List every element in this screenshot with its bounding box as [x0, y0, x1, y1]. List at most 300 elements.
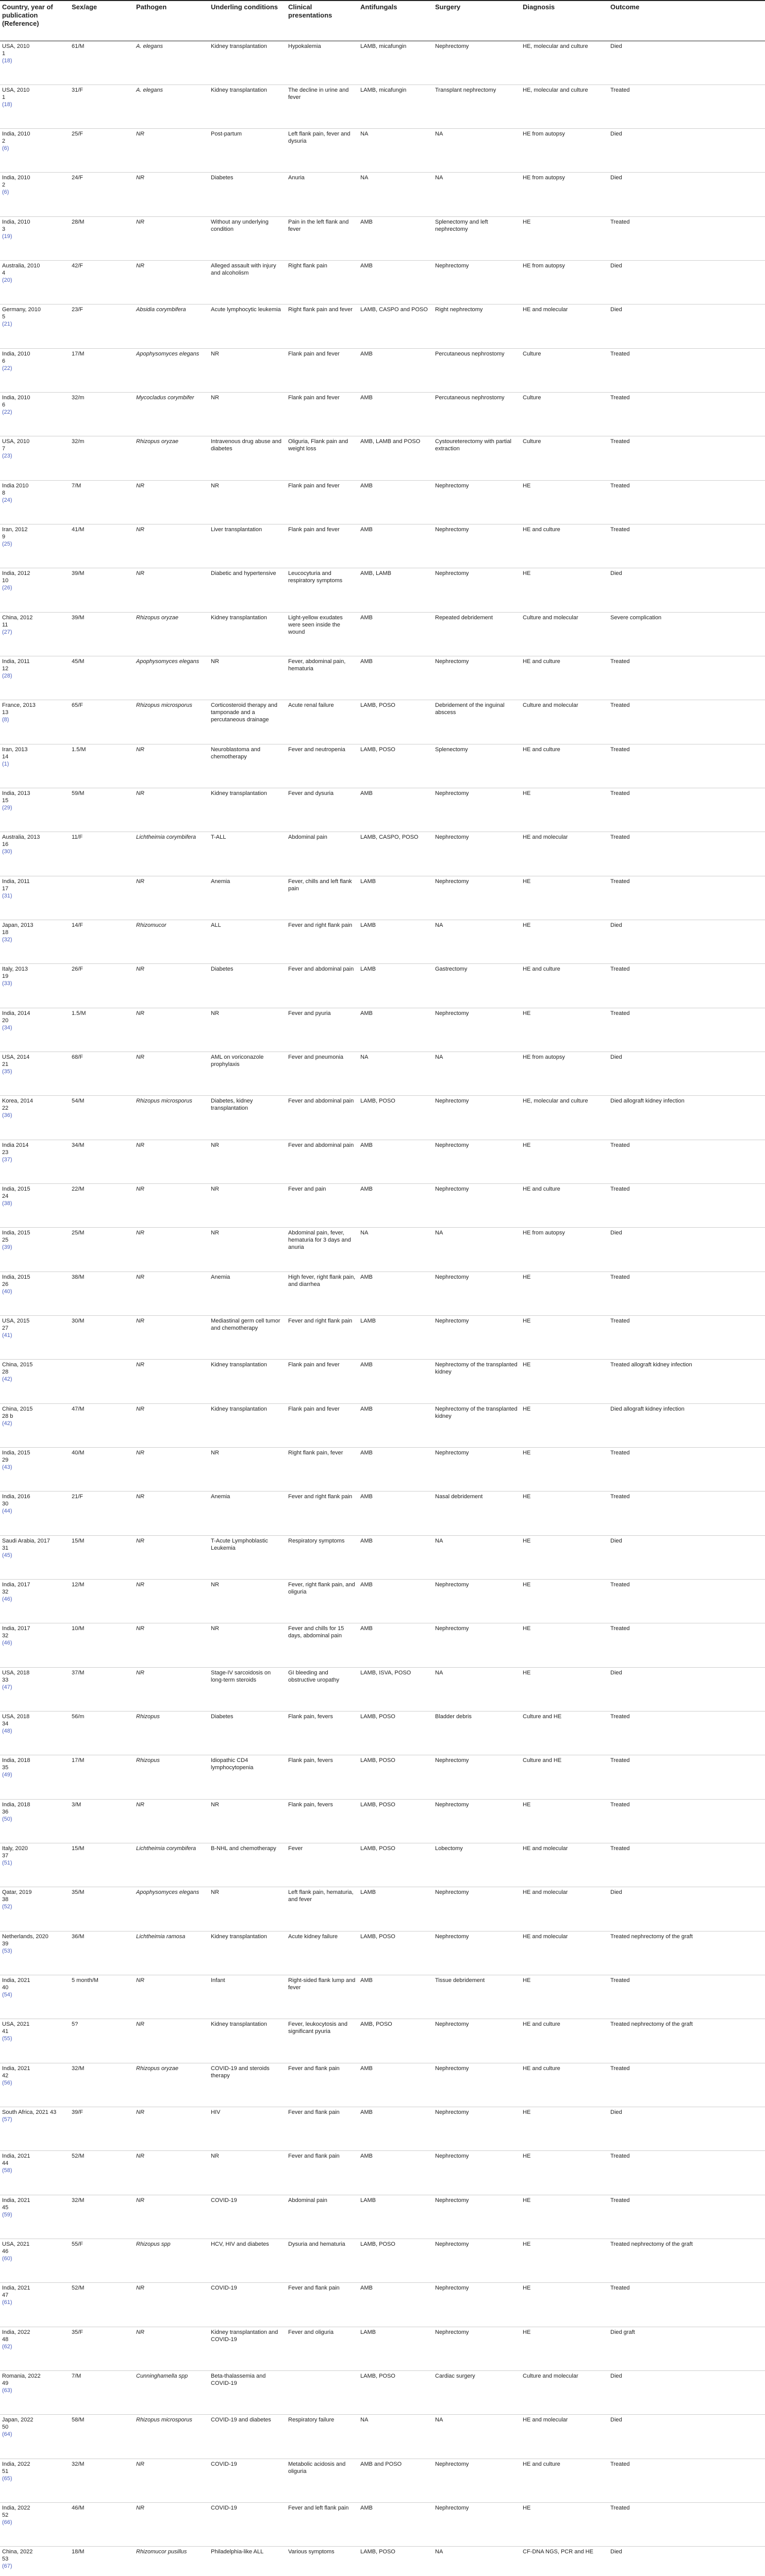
cell-clinical: Fever and abdominal pain — [286, 1140, 358, 1183]
cell-country — [0, 1975, 70, 2019]
cell-clinical: Fever and right flank pain — [286, 1316, 358, 1360]
reference-link[interactable]: (52) — [2, 1904, 12, 1910]
cell-clinical: Leucocyturia and respiratory symptoms — [286, 568, 358, 612]
cell-pathogen: NR — [134, 2195, 209, 2239]
cell-sex-age: 58/M — [70, 2415, 134, 2459]
cell-sex-age: 15/M — [70, 1843, 134, 1887]
cell-clinical: Pain in the left flank and fever — [286, 216, 358, 260]
cell-sex-age: 32/M — [70, 2459, 134, 2502]
cell-surgery: Nephrectomy — [433, 2327, 521, 2370]
case-number: 17 — [2, 885, 9, 892]
cell-sex-age: 25/M — [70, 1228, 134, 1272]
cell-pathogen: Cunninghamella spp — [134, 2370, 209, 2414]
cell-pathogen: NR — [134, 1228, 209, 1272]
cell-outcome: Treated — [608, 1316, 765, 1360]
cell-clinical: Light-yellow exudates were seen inside the wound — [286, 612, 358, 656]
country-year: France, 2013 — [2, 702, 36, 709]
reference-link[interactable]: (25) — [2, 541, 12, 548]
cell-sex-age: 61/M — [70, 41, 134, 84]
cell-diagnosis: HE — [521, 1975, 608, 2019]
cell-outcome: Died — [608, 304, 765, 348]
cell-antifungals: LAMB, POSO — [358, 744, 433, 788]
reference-link[interactable]: (56) — [2, 2079, 12, 2086]
cell-antifungals: AMB — [358, 1623, 433, 1667]
cell-sex-age: 42/F — [70, 261, 134, 304]
country-year: Qatar, 2019 — [2, 1889, 32, 1896]
cell-surgery: NA — [433, 920, 521, 964]
case-number: 28 b — [2, 1413, 13, 1419]
reference-link[interactable]: (39) — [2, 1244, 12, 1251]
cell-sex-age: 52/M — [70, 2283, 134, 2327]
country-year: China, 2015 — [2, 1362, 33, 1368]
country-year: India, 2015 — [2, 1186, 30, 1193]
cell-sex-age: 30/M — [70, 1316, 134, 1360]
cell-pathogen: NR — [134, 1052, 209, 1096]
case-number: 8 — [2, 489, 6, 496]
cell-antifungals: AMB — [358, 2151, 433, 2195]
reference-link[interactable]: (62) — [2, 2343, 12, 2350]
country-year: India, 2010 — [2, 395, 30, 401]
country-year: Iran, 2013 — [2, 746, 28, 753]
cell-outcome: Treated — [608, 2151, 765, 2195]
cell-outcome: Treated nephrectomy of the graft — [608, 2239, 765, 2282]
case-number: 10 — [2, 578, 9, 584]
cell-antifungals: AMB — [358, 1184, 433, 1228]
reference-link[interactable]: (35) — [2, 1069, 12, 1075]
cell-outcome: Treated — [608, 524, 765, 568]
cell-diagnosis: HE and molecular — [521, 304, 608, 348]
country-year: India, 2018 — [2, 1801, 30, 1808]
reference-link[interactable]: (42) — [2, 1420, 12, 1427]
reference-link[interactable]: (37) — [2, 1156, 12, 1163]
reference-link[interactable]: (60) — [2, 2255, 12, 2262]
cell-outcome: Died — [608, 1052, 765, 1096]
reference-link[interactable]: (24) — [2, 497, 12, 503]
cell-outcome: Died allograft kidney infection — [608, 1403, 765, 1447]
cell-surgery: Repeated debridement — [433, 612, 521, 656]
cell-sex-age: 24/F — [70, 173, 134, 216]
cell-conditions: COVID-19 — [209, 2459, 286, 2502]
cell-clinical: Fever, leukocytosis and significant pyuria — [286, 2019, 358, 2063]
cell-outcome: Treated — [608, 700, 765, 744]
reference-link[interactable]: (63) — [2, 2387, 12, 2394]
reference-link[interactable]: (49) — [2, 1772, 12, 1778]
cell-antifungals: AMB — [358, 1535, 433, 1579]
cell-country — [0, 2502, 70, 2546]
cell-surgery: Nephrectomy — [433, 568, 521, 612]
cell-country — [0, 1667, 70, 1711]
cell-clinical: Acute kidney failure — [286, 1931, 358, 1975]
cell-sex-age: 40/M — [70, 1448, 134, 1492]
cell-clinical: Respiratory failure — [286, 2415, 358, 2459]
cell-diagnosis: Culture and molecular — [521, 700, 608, 744]
reference-link[interactable]: (36) — [2, 1112, 12, 1119]
cell-diagnosis: HE — [521, 1360, 608, 1403]
cell-diagnosis: HE, molecular and culture — [521, 41, 608, 84]
reference-link[interactable]: (65) — [2, 2475, 12, 2482]
cell-conditions: Anemia — [209, 876, 286, 920]
cell-outcome: Died — [608, 261, 765, 304]
cell-country — [0, 2195, 70, 2239]
reference-link[interactable]: (19) — [2, 233, 12, 240]
cell-antifungals: AMB — [358, 480, 433, 524]
cell-clinical: Fever — [286, 1843, 358, 1887]
reference-link[interactable]: (27) — [2, 629, 12, 635]
cell-sex-age: 59/M — [70, 788, 134, 832]
cell-antifungals: AMB — [358, 1975, 433, 2019]
table-row — [0, 129, 765, 173]
cell-clinical: Right-sided flank lump and fever — [286, 1975, 358, 2019]
cell-pathogen: NR — [134, 1579, 209, 1623]
cell-diagnosis: HE from autopsy — [521, 129, 608, 173]
country-year: Australia, 2013 — [2, 834, 40, 841]
cell-clinical: Dysuria and hematuria — [286, 2239, 358, 2282]
reference-link[interactable]: (28) — [2, 673, 12, 680]
case-number: 35 — [2, 1765, 9, 1771]
cell-outcome: Died — [608, 568, 765, 612]
cell-country — [0, 700, 70, 744]
reference-link[interactable]: (61) — [2, 2299, 12, 2306]
reference-link[interactable]: (40) — [2, 1288, 12, 1295]
reference-link[interactable]: (46) — [2, 1640, 12, 1647]
reference-link[interactable]: (18) — [2, 101, 12, 108]
case-number: 26 — [2, 1281, 9, 1287]
reference-link[interactable]: (44) — [2, 1508, 12, 1515]
cell-antifungals: AMB, LAMB and POSO — [358, 436, 433, 480]
cell-conditions: Mediastinal germ cell tumor and chemotherapy — [209, 1316, 286, 1360]
cell-surgery: Nasal debridement — [433, 1492, 521, 1535]
reference-link[interactable]: (46) — [2, 1596, 12, 1602]
reference-link[interactable]: (6) — [2, 145, 9, 152]
cell-surgery: Nephrectomy — [433, 788, 521, 832]
case-number: 37 — [2, 1852, 9, 1859]
cell-country — [0, 876, 70, 920]
country-year: China, 2015 — [2, 1405, 33, 1412]
cell-clinical: Flank pain and fever — [286, 1403, 358, 1447]
cell-diagnosis: HE — [521, 480, 608, 524]
reference-link[interactable]: (55) — [2, 2036, 12, 2042]
country-year: India, 2015 — [2, 1230, 30, 1236]
cell-diagnosis: HE and molecular — [521, 832, 608, 876]
cell-outcome: Treated — [608, 480, 765, 524]
cell-pathogen: NR — [134, 524, 209, 568]
country-year: India 2010 — [2, 482, 29, 489]
cell-sex-age: 41/M — [70, 524, 134, 568]
cell-surgery: Nephrectomy of the transplanted kidney — [433, 1403, 521, 1447]
cell-conditions: Kidney transplantation — [209, 612, 286, 656]
cell-outcome: Treated — [608, 788, 765, 832]
header-antifungals: Antifungals — [358, 1, 433, 41]
country-year: South Africa, 2021 43 — [2, 2109, 57, 2115]
reference-link[interactable]: (22) — [2, 365, 12, 371]
cell-conditions: AML on voriconazole prophylaxis — [209, 1052, 286, 1096]
cell-antifungals: AMB, LAMB — [358, 568, 433, 612]
cell-outcome: Treated — [608, 2063, 765, 2107]
reference-link[interactable]: (48) — [2, 1727, 12, 1734]
cell-diagnosis: HE — [521, 1579, 608, 1623]
case-number: 47 — [2, 2292, 9, 2299]
case-number: 40 — [2, 1984, 9, 1991]
country-year: Japan, 2022 — [2, 2417, 34, 2424]
reference-link[interactable]: (34) — [2, 1024, 12, 1031]
cell-conditions: Infant — [209, 1975, 286, 2019]
cell-diagnosis: HE — [521, 216, 608, 260]
country-year: India, 2018 — [2, 1757, 30, 1764]
cell-clinical: Fever and left flank pain — [286, 2502, 358, 2546]
reference-link[interactable]: (30) — [2, 849, 12, 855]
cell-diagnosis: HE — [521, 1140, 608, 1183]
cell-diagnosis: HE and molecular — [521, 1887, 608, 1931]
case-number: 14 — [2, 753, 9, 760]
cell-sex-age: 32/M — [70, 2195, 134, 2239]
case-number: 21 — [2, 1061, 9, 1068]
cell-outcome: Died — [608, 1535, 765, 1579]
cell-sex-age: 39/M — [70, 612, 134, 656]
reference-link[interactable]: (66) — [2, 2519, 12, 2526]
table-row — [0, 84, 765, 128]
reference-link[interactable]: (53) — [2, 1947, 12, 1954]
cell-pathogen: Rhizomucor — [134, 920, 209, 964]
reference-link[interactable]: (58) — [2, 2167, 12, 2174]
cell-sex-age: 65/F — [70, 700, 134, 744]
cell-conditions: Diabetes — [209, 964, 286, 1008]
cell-antifungals: AMB — [358, 2107, 433, 2150]
cell-surgery: Nephrectomy — [433, 1931, 521, 1975]
cell-pathogen: Apophysomyces elegans — [134, 656, 209, 700]
cell-conditions: Kidney transplantation and COVID-19 — [209, 2327, 286, 2370]
cell-pathogen: NR — [134, 1184, 209, 1228]
table-row — [0, 2107, 765, 2150]
cell-pathogen: NR — [134, 2327, 209, 2370]
reference-link[interactable]: (43) — [2, 1464, 12, 1470]
reference-link[interactable]: (6) — [2, 189, 9, 196]
cell-clinical: Flank pain and fever — [286, 480, 358, 524]
cell-outcome: Died — [608, 2415, 765, 2459]
cell-surgery: Nephrectomy — [433, 524, 521, 568]
cell-conditions: T-ALL — [209, 832, 286, 876]
cell-sex-age: 46/M — [70, 2502, 134, 2546]
table-row — [0, 1579, 765, 1623]
reference-link[interactable]: (59) — [2, 2211, 12, 2218]
cell-conditions: Kidney transplantation — [209, 2019, 286, 2063]
cell-clinical: High fever, right flank pain, and diarrhea — [286, 1272, 358, 1315]
cell-conditions: Kidney transplantation — [209, 788, 286, 832]
cell-conditions: Anemia — [209, 1492, 286, 1535]
cell-pathogen: NR — [134, 964, 209, 1008]
reference-link[interactable]: (54) — [2, 1991, 12, 1998]
cell-outcome: Treated — [608, 1272, 765, 1315]
cell-clinical: Various symptoms — [286, 2547, 358, 2576]
cell-pathogen: NR — [134, 2459, 209, 2502]
cell-antifungals: AMB — [358, 2502, 433, 2546]
case-number: 50 — [2, 2424, 9, 2431]
country-year: USA, 2021 — [2, 2021, 30, 2028]
reference-link[interactable]: (41) — [2, 1332, 12, 1339]
cell-pathogen: NR — [134, 1667, 209, 1711]
cell-conditions: Kidney transplantation — [209, 1360, 286, 1403]
cell-conditions: Without any underlying condition — [209, 216, 286, 260]
cell-outcome: Treated allograft kidney infection — [608, 1360, 765, 1403]
cell-outcome: Died — [608, 1887, 765, 1931]
reference-link[interactable]: (47) — [2, 1684, 12, 1690]
cell-conditions: Corticosteroid therapy and tamponade and a percutaneous drainage — [209, 700, 286, 744]
country-year: USA, 2018 — [2, 1669, 30, 1676]
reference-link[interactable]: (29) — [2, 805, 12, 811]
case-number: 32 — [2, 1588, 9, 1595]
case-number: 32 — [2, 1633, 9, 1639]
cell-outcome: Treated — [608, 1492, 765, 1535]
reference-link[interactable]: (32) — [2, 937, 12, 943]
reference-link[interactable]: (26) — [2, 585, 12, 591]
cell-conditions: ALL — [209, 920, 286, 964]
table-row — [0, 964, 765, 1008]
country-year: India, 2010 — [2, 175, 30, 181]
cell-country — [0, 1096, 70, 1140]
cell-diagnosis: HE and culture — [521, 524, 608, 568]
reference-link[interactable]: (57) — [2, 2116, 12, 2123]
cell-diagnosis: Culture — [521, 436, 608, 480]
cell-diagnosis: HE and culture — [521, 2459, 608, 2502]
cell-conditions: Neuroblastoma and chemotherapy — [209, 744, 286, 788]
cell-diagnosis: HE — [521, 1008, 608, 1052]
cell-antifungals: AMB — [358, 612, 433, 656]
cell-diagnosis: HE and molecular — [521, 1843, 608, 1887]
cell-pathogen: NR — [134, 744, 209, 788]
cell-diagnosis: HE — [521, 568, 608, 612]
cell-pathogen: NR — [134, 788, 209, 832]
cell-diagnosis: HE — [521, 1667, 608, 1711]
cell-sex-age: 1.5/M — [70, 744, 134, 788]
cell-diagnosis: HE — [521, 1623, 608, 1667]
cell-pathogen: Rhizopus oryzae — [134, 612, 209, 656]
case-number: 22 — [2, 1105, 9, 1112]
table-row — [0, 2459, 765, 2502]
cell-clinical: Acute renal failure — [286, 700, 358, 744]
cell-conditions: Diabetic and hypertensive — [209, 568, 286, 612]
case-number: 1 — [2, 94, 6, 100]
cell-conditions: NR — [209, 1887, 286, 1931]
cell-conditions: NR — [209, 2151, 286, 2195]
table-row — [0, 700, 765, 744]
cell-pathogen: Mycocladus corymbifer — [134, 393, 209, 436]
cell-antifungals: AMB — [358, 1492, 433, 1535]
cell-clinical: Left flank pain, hematuria, and fever — [286, 1887, 358, 1931]
cell-sex-age: 55/F — [70, 2239, 134, 2282]
cell-surgery: NA — [433, 129, 521, 173]
cell-country — [0, 1799, 70, 1843]
table-row — [0, 393, 765, 436]
reference-link[interactable]: (22) — [2, 409, 12, 416]
cell-diagnosis: HE — [521, 1492, 608, 1535]
cell-antifungals: AMB — [358, 1579, 433, 1623]
cell-outcome: Died — [608, 2547, 765, 2576]
cell-antifungals: LAMB — [358, 2195, 433, 2239]
cell-clinical: Oliguria, Flank pain and weight loss — [286, 436, 358, 480]
cell-outcome: Died — [608, 1228, 765, 1272]
reference-link[interactable]: (64) — [2, 2431, 12, 2438]
reference-link[interactable]: (21) — [2, 321, 12, 328]
cell-conditions: Kidney transplantation — [209, 41, 286, 84]
reference-link[interactable]: (67) — [2, 2563, 12, 2570]
country-year: Australia, 2010 — [2, 263, 40, 269]
table-row — [0, 1623, 765, 1667]
cell-sex-age: 11/F — [70, 832, 134, 876]
country-year: India, 2017 — [2, 1625, 30, 1632]
table-row — [0, 1975, 765, 2019]
cell-conditions: Anemia — [209, 1272, 286, 1315]
reference-link[interactable]: (45) — [2, 1552, 12, 1558]
cell-antifungals: AMB — [358, 2283, 433, 2327]
case-number: 12 — [2, 666, 9, 672]
cell-surgery: Nephrectomy — [433, 480, 521, 524]
country-year: India, 2017 — [2, 1581, 30, 1588]
cell-outcome: Treated — [608, 1975, 765, 2019]
reference-link[interactable]: (31) — [2, 892, 12, 899]
cell-clinical — [286, 2370, 358, 2414]
table-row — [0, 41, 765, 84]
cell-pathogen: NR — [134, 876, 209, 920]
case-number: 11 — [2, 621, 8, 628]
cell-sex-age: 14/F — [70, 920, 134, 964]
reference-link[interactable]: (38) — [2, 1200, 12, 1207]
reference-link[interactable]: (8) — [2, 717, 9, 723]
cell-surgery: Nephrectomy of the transplanted kidney — [433, 1360, 521, 1403]
cell-clinical: Fever and abdominal pain — [286, 964, 358, 1008]
cell-pathogen: NR — [134, 2019, 209, 2063]
reference-link[interactable]: (51) — [2, 1859, 12, 1866]
reference-link[interactable]: (20) — [2, 277, 12, 284]
cell-diagnosis: HE from autopsy — [521, 261, 608, 304]
cell-conditions: Diabetes — [209, 1711, 286, 1755]
cell-country — [0, 348, 70, 392]
reference-link[interactable]: (1) — [2, 760, 9, 767]
table-row — [0, 304, 765, 348]
cell-surgery: Nephrectomy — [433, 1096, 521, 1140]
cell-surgery: Right nephrectomy — [433, 304, 521, 348]
reference-link[interactable]: (33) — [2, 980, 12, 987]
table-row — [0, 876, 765, 920]
table-row — [0, 2239, 765, 2282]
cell-outcome: Treated — [608, 1843, 765, 1887]
case-number: 19 — [2, 973, 9, 980]
cell-conditions: Idiopathic CD4 lymphocytopenia — [209, 1755, 286, 1799]
reference-link[interactable]: (42) — [2, 1376, 12, 1383]
cell-surgery: Nephrectomy — [433, 1799, 521, 1843]
cell-sex-age: 32/M — [70, 2063, 134, 2107]
reference-link[interactable]: (50) — [2, 1816, 12, 1822]
cell-outcome: Treated — [608, 1799, 765, 1843]
table-row — [0, 568, 765, 612]
cell-pathogen: NR — [134, 1272, 209, 1315]
reference-link[interactable]: (23) — [2, 453, 12, 460]
cell-outcome: Treated — [608, 1448, 765, 1492]
cell-antifungals: LAMB — [358, 964, 433, 1008]
table-row — [0, 1403, 765, 1447]
reference-link[interactable]: (18) — [2, 57, 12, 64]
case-number: 18 — [2, 929, 9, 936]
country-year: USA, 2021 — [2, 2241, 30, 2247]
case-number: 3 — [2, 226, 6, 232]
cell-outcome: Treated — [608, 1623, 765, 1667]
table-row — [0, 1184, 765, 1228]
cell-diagnosis: Culture and molecular — [521, 2370, 608, 2414]
cell-surgery: Nephrectomy — [433, 2195, 521, 2239]
cell-outcome: Treated — [608, 832, 765, 876]
cell-country — [0, 1492, 70, 1535]
cell-clinical: Fever and flank pain — [286, 2151, 358, 2195]
table-row — [0, 1492, 765, 1535]
country-year: China, 2022 — [2, 2549, 33, 2555]
